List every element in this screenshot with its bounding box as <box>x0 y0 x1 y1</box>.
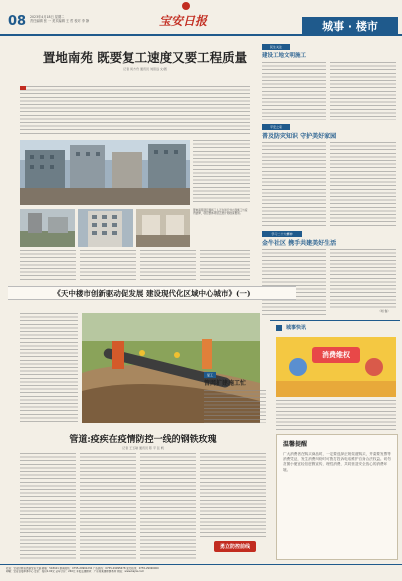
footer-line-1: 社址：宝安区新安街道宝安大道 邮编：518101 新闻热线：0755-29991234 广告热线：0755-29995678 发行热线：0755-29990000 <box>6 567 159 570</box>
main-article-body-col2 <box>80 250 136 282</box>
sidebar-title-3: 金牛社区 携手共建美好生活 <box>262 240 337 247</box>
warning-body: 广大消费者在购买商品时，一定要选择正规渠道购买，并索要发票等消费凭证，发生消费纠纷时可拨打投诉电话维护自身合法权益。切勿贪图小便宜轻信虚假宣传，理性消费，共同营造安全放心的消费环境。 <box>283 452 391 472</box>
series-banner: 《天中楼市创新驱动促发展 建设现代化区域中心城市》(一) <box>8 286 296 300</box>
bottom-col-3 <box>140 453 196 559</box>
sidebar-kicker-1: 民生关注 <box>262 44 290 50</box>
bottom-col-2 <box>80 453 136 559</box>
main-article-body-col4 <box>200 250 250 282</box>
consumer-poster <box>276 337 396 397</box>
sidebar-col-3a <box>262 249 326 315</box>
city-news-title: 城事快讯 <box>286 325 307 331</box>
consumer-poster-text: 消费维权 <box>322 351 350 359</box>
bottom-caption-tag: 勇立防控前线 <box>214 541 256 552</box>
logo-icon <box>182 2 190 10</box>
date-line: 2023年4月18日 星期二 <box>30 15 65 19</box>
main-article-body-col1 <box>20 250 76 282</box>
warning-box <box>276 434 398 560</box>
newspaper-logo: 宝安日报 <box>158 13 207 28</box>
bottom-col-4 <box>200 453 266 539</box>
sidebar-col-1b <box>330 62 396 120</box>
main-photo <box>20 140 190 205</box>
sidebar-kicker-3: 学习二十大精神 <box>262 231 302 237</box>
main-photo-caption: 置地南苑项目现场工人正在进行外立面施工与室内装修，项目整体进度正按计划稳步推进。 <box>193 209 248 216</box>
photo-interior <box>136 209 190 247</box>
sidebar-kicker-2: 平安之家 <box>262 124 290 130</box>
page-number: 08 <box>8 14 27 29</box>
warning-title: 温馨提醒 <box>283 441 308 448</box>
bottom-headline: 管道:疫疾在疫情防控一线的钢铁玫瑰 <box>69 435 217 445</box>
bottom-byline: 记者 王玉敏 通讯员 陈 平 张 帆 <box>122 446 164 450</box>
sidebar-signature: （刘 俊） <box>378 309 391 313</box>
sidebar-col-1a <box>262 62 326 120</box>
sidebar-title-1: 建设工地文明施工 <box>262 53 307 59</box>
bottom-col-1 <box>20 453 76 559</box>
sidebar-col-3b <box>330 249 396 309</box>
pipeline-text-left <box>20 313 78 423</box>
section-title: 城事 · 楼市 <box>302 17 398 34</box>
sidebar-title-2: 普及防灾知识 守护美好家园 <box>262 133 337 140</box>
pipeline-text-right <box>204 390 266 423</box>
city-news-header <box>270 320 400 334</box>
main-byline: 记者 何方舟 通讯员 刘思远 文/图 <box>123 67 167 71</box>
photo-building <box>78 209 133 247</box>
main-article-body-col3 <box>140 250 196 282</box>
photo-street <box>20 209 75 247</box>
pipeline-badge: 复工 <box>204 372 216 378</box>
sidebar-col-2a <box>262 142 326 227</box>
right-sidebar <box>250 38 400 320</box>
sidebar-col-2b <box>330 142 396 227</box>
page-footer <box>0 564 402 581</box>
header-info <box>30 15 89 23</box>
main-article-col-right <box>193 140 250 205</box>
main-headline: 置地南苑 既要复工速度又要工程质量 <box>42 50 248 65</box>
city-news-icon <box>276 325 282 331</box>
intro-marker <box>20 86 26 90</box>
pipeline-title: 管网扩建施工忙 <box>204 380 247 387</box>
editor-line: 责任编辑 张 一 美术编辑 王 哲 校对 李 静 <box>30 19 90 23</box>
footer-line-2: 印刷：宝安日报印务中心 定价：每份1.00元 全年订价：240元 本报法律顾问：广东某某律师事务所 网址：www.bajrw.com <box>6 570 145 574</box>
city-news-text <box>276 400 396 430</box>
page-header <box>0 0 402 36</box>
main-article-intro <box>20 86 250 136</box>
